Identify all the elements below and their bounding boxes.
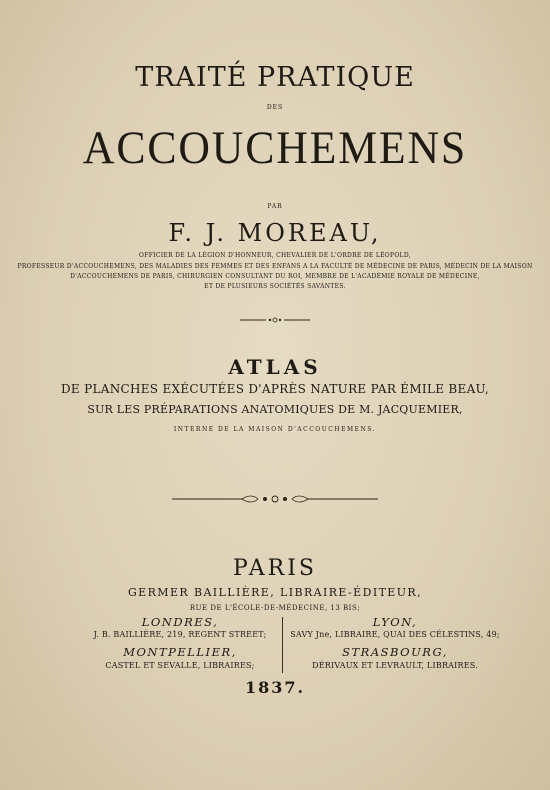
imprint-publisher: GERMER BAILLIÈRE, LIBRAIRE-ÉDITEUR,: [128, 586, 422, 599]
ornament-rule-long: [0, 489, 550, 499]
imprint-left-address: J. B. BAILLIÈRE, 219, REGENT STREET;: [93, 630, 267, 639]
imprint-right-address: DÉRIVAUX ET LEVRAULT, LIBRAIRES.: [312, 661, 478, 670]
by-label: PAR: [267, 203, 283, 210]
imprint-right-city: STRASBOURG,: [342, 645, 448, 659]
qualification-line: PROFESSEUR D'ACCOUCHEMENS, DES MALADIES DES FEMMES ET DES ENFANS A LA FACULTÉ DE MÉDECINE DE PARIS, MÉDECIN DE LA MAISON: [17, 263, 533, 270]
qualification-line: ET DE PLUSIEURS SOCIÉTÉS SAVANTES.: [204, 283, 346, 290]
qualification-line: D'ACCOUCHEMENS DE PARIS, CHIRURGIEN CONSULTANT DU ROI, MEMBRE DE L'ACADÉMIE ROYALE DE MÉDECINE,: [70, 273, 480, 280]
ornament-rule: [0, 309, 550, 317]
atlas-heading: ATLAS: [228, 355, 322, 379]
imprint-left-address: CASTEL ET SEVALLE, LIBRAIRES;: [105, 661, 255, 670]
title-line-1: TRAITÉ PRATIQUE: [135, 62, 415, 93]
atlas-line-2: SUR LES PRÉPARATIONS ANATOMIQUES DE M. JACQUEMIER,: [87, 403, 463, 416]
ornament-rule-long-graphic: [172, 494, 378, 504]
imprint-right-city: LYON,: [372, 615, 418, 629]
atlas-line-3: INTERNE DE LA MAISON D'ACCOUCHEMENS.: [173, 426, 377, 433]
title-line-2: ACCOUCHEMENS: [82, 122, 468, 174]
imprint-right-address: SAVY Jne, LIBRAIRE, QUAI DES CÉLESTINS, 49;: [290, 630, 500, 639]
qualification-line: OFFICIER DE LA LÉGION D'HONNEUR, CHEVALIER DE L'ORDRE DE LÉOPOLD,: [139, 252, 411, 259]
imprint-left-city: MONTPELLIER,: [123, 645, 237, 659]
imprint-left-city: LONDRES,: [141, 615, 219, 629]
column-divider: [282, 617, 283, 673]
title-des: DES: [266, 104, 284, 111]
ornament-rule-graphic: [240, 316, 310, 324]
imprint-city: PARIS: [233, 556, 317, 581]
atlas-line-1: DE PLANCHES EXÉCUTÉES D'APRÈS NATURE PAR ÉMILE BEAU,: [61, 382, 489, 396]
imprint-street: RUE DE L'ÉCOLE-DE-MÉDECINE, 13 BIS;: [189, 604, 361, 612]
imprint-year: 1837.: [244, 678, 306, 697]
author-name: F. J. MOREAU,: [168, 219, 382, 247]
